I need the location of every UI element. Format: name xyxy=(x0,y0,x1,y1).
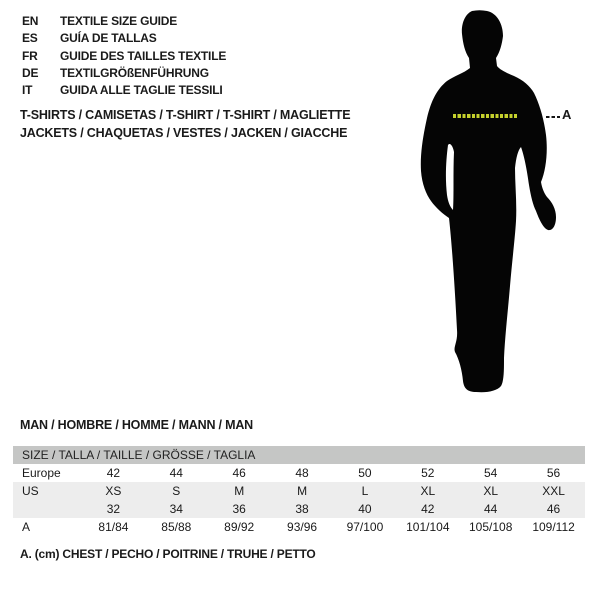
man-silhouette xyxy=(405,3,575,398)
table-cell: XXL xyxy=(542,484,565,498)
language-label: GUÍA DE TALLAS xyxy=(60,31,157,46)
table-row-us-numeric xyxy=(13,500,585,518)
table-row-us xyxy=(13,482,585,500)
chest-measure-dashes xyxy=(453,114,517,118)
table-cell: XL xyxy=(483,484,499,498)
table-cell: 81/84 xyxy=(98,520,129,534)
table-cell: 93/96 xyxy=(287,520,318,534)
table-cell: 54 xyxy=(484,466,498,480)
table-row-europe xyxy=(13,464,585,482)
table-cell: XL xyxy=(420,484,436,498)
table-cell: 46 xyxy=(232,466,246,480)
category-line-tshirts: T-SHIRTS / CAMISETAS / T-SHIRT / T-SHIRT / MAGLIETTE xyxy=(20,108,351,122)
table-cell: 42 xyxy=(106,466,121,480)
table-cell: 44 xyxy=(484,502,498,516)
language-label: TEXTILE SIZE GUIDE xyxy=(60,14,178,28)
language-code: FR xyxy=(22,48,38,63)
table-cell: 109/112 xyxy=(532,520,575,534)
table-cell: 52 xyxy=(421,466,435,480)
table-cell: 32 xyxy=(106,502,121,516)
table-cell: 50 xyxy=(358,466,372,480)
table-cell: M xyxy=(297,484,308,498)
measurement-footnote: A. (cm) CHEST / PECHO / POITRINE / TRUHE / PETTO xyxy=(20,547,316,561)
table-cell: 34 xyxy=(169,502,183,516)
size-table-header: SIZE / TALLA / TAILLE / GRÖSSE / TAGLIA xyxy=(13,446,585,464)
table-cell: 97/100 xyxy=(346,520,384,534)
language-code: IT xyxy=(22,83,33,98)
measure-label-a: A xyxy=(562,107,572,122)
category-line-jackets: JACKETS / CHAQUETAS / VESTES / JACKEN / GIACCHE xyxy=(20,126,348,140)
table-cell: M xyxy=(234,484,245,498)
table-cell: 38 xyxy=(295,502,309,516)
size-table xyxy=(13,446,585,536)
language-label: TEXTILGRÖßENFÜHRUNG xyxy=(60,65,209,80)
table-cell: 105/108 xyxy=(468,520,513,534)
table-cell: 46 xyxy=(546,502,561,516)
language-label: GUIDA ALLE TAGLIE TESSILI xyxy=(60,83,223,98)
row-label: US xyxy=(22,484,39,498)
table-cell: S xyxy=(172,484,181,498)
language-label: GUIDE DES TAILLES TEXTILE xyxy=(60,48,227,63)
table-cell: 40 xyxy=(358,502,372,516)
language-code: ES xyxy=(22,31,38,46)
language-code: DE xyxy=(22,65,39,80)
table-cell: 36 xyxy=(232,502,246,516)
table-cell: 101/104 xyxy=(406,520,450,534)
measure-leader-dashes xyxy=(546,116,561,119)
table-row-chest-a xyxy=(13,518,585,536)
row-label: Europe xyxy=(22,466,61,480)
language-code: EN xyxy=(22,14,39,28)
row-label: A xyxy=(22,520,31,534)
table-cell: 44 xyxy=(169,466,183,480)
table-cell: 85/88 xyxy=(161,520,192,534)
table-cell: 89/92 xyxy=(224,520,255,534)
table-cell: XS xyxy=(105,484,122,498)
table-cell: 56 xyxy=(546,466,561,480)
table-cell: 48 xyxy=(295,466,309,480)
table-cell: L xyxy=(361,484,369,498)
table-cell: 42 xyxy=(421,502,435,516)
row-label xyxy=(13,500,82,518)
section-title-man: MAN / HOMBRE / HOMME / MANN / MAN xyxy=(20,418,253,432)
